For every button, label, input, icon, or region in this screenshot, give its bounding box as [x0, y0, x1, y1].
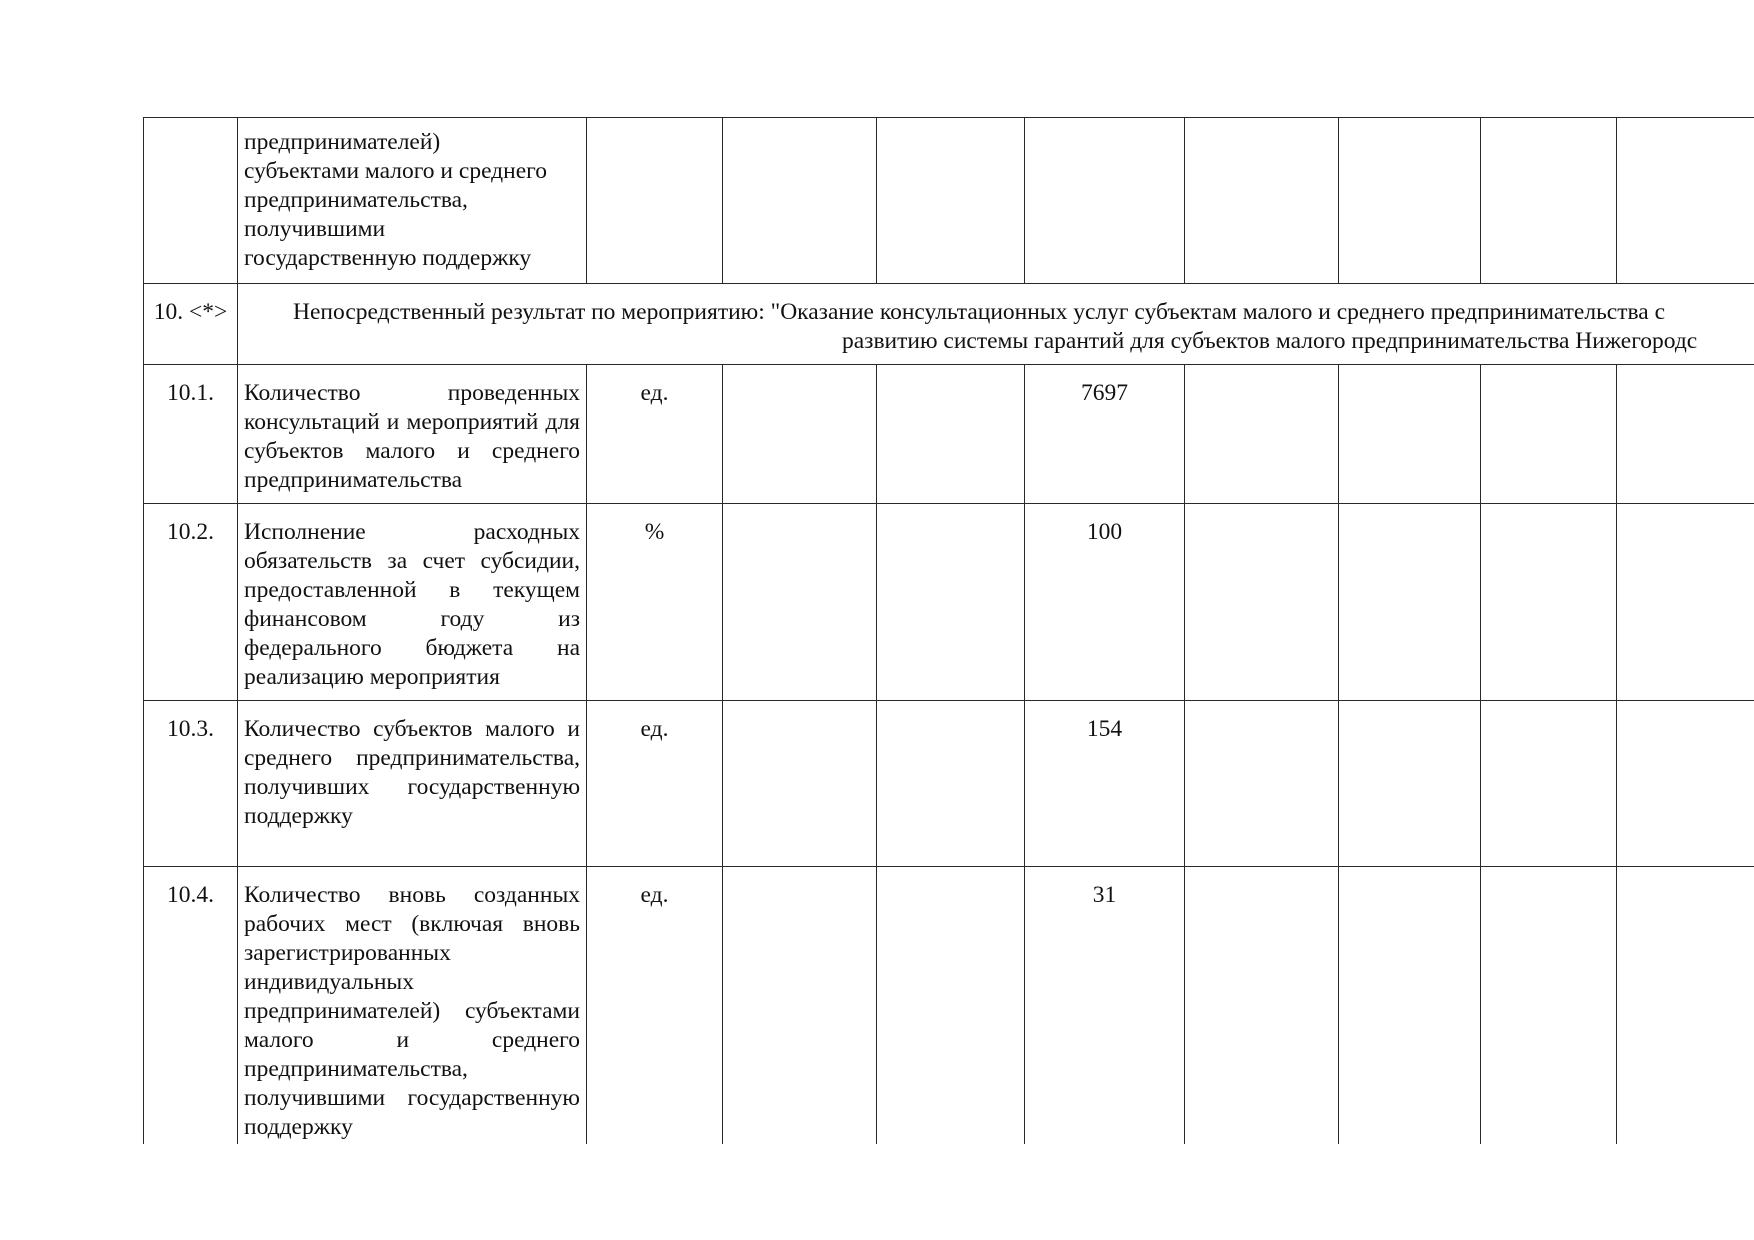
empty-cell — [723, 365, 877, 504]
empty-cell — [1481, 365, 1617, 504]
unit-cell: ед. — [587, 867, 723, 1145]
empty-cell — [723, 118, 877, 284]
empty-cell — [723, 867, 877, 1145]
table-row — [144, 701, 1754, 867]
empty-cell — [1481, 867, 1617, 1145]
value-cell: 100 — [1025, 504, 1185, 701]
description-line: получившими — [244, 216, 386, 242]
indicators-table — [143, 117, 1754, 1144]
empty-cell — [877, 504, 1025, 701]
row-description-cell: Количество вновь созданных рабочих мест (включая вновь зарегистрированных индивидуальных предпринимателей) субъектами малого и среднего предпринимательства, получившими государственную поддержку — [238, 867, 587, 1145]
unit-cell: % — [587, 504, 723, 701]
empty-cell — [1185, 701, 1339, 867]
document-sheet — [143, 117, 1754, 1144]
unit-cell: ед. — [587, 365, 723, 504]
section-row — [144, 284, 1754, 365]
empty-cell — [1481, 504, 1617, 701]
unit-cell — [587, 118, 723, 284]
empty-cell — [1617, 365, 1754, 504]
section-title-line: развитию системы гарантий для субъектов малого предпринимательства Нижегородс — [842, 328, 1698, 354]
empty-cell — [877, 118, 1025, 284]
value-cell: 7697 — [1025, 365, 1185, 504]
row-number-cell: 10.3. — [144, 701, 238, 867]
row-description-cell: Исполнение расходных обязательств за счет субсидии, предоставленной в текущем финансовом году из федерального бюджета на реализацию мероприятия — [238, 504, 587, 701]
row-number-cell: 10.4. — [144, 867, 238, 1145]
row-number-cell: 10.1. — [144, 365, 238, 504]
empty-cell — [1339, 365, 1481, 504]
description-line: предпринимателей) — [244, 129, 441, 155]
row-number-cell: 10.2. — [144, 504, 238, 701]
description-line: предпринимательства, — [244, 187, 468, 213]
empty-cell — [1185, 365, 1339, 504]
empty-cell — [723, 504, 877, 701]
empty-cell — [877, 701, 1025, 867]
empty-cell — [1185, 118, 1339, 284]
value-cell: 154 — [1025, 701, 1185, 867]
table-row — [144, 365, 1754, 504]
empty-cell — [1481, 118, 1617, 284]
value-cell: 31 — [1025, 867, 1185, 1145]
empty-cell — [723, 701, 877, 867]
empty-cell — [1617, 118, 1754, 284]
unit-cell: ед. — [587, 701, 723, 867]
empty-cell — [1185, 867, 1339, 1145]
empty-cell — [1339, 701, 1481, 867]
table-row — [144, 504, 1754, 701]
section-title-line: Непосредственный результат по мероприятию: "Оказание консультационных услуг субъектам малого и среднего предпринимательства с — [293, 299, 1666, 325]
empty-cell — [1617, 504, 1754, 701]
empty-cell — [1025, 118, 1185, 284]
table-row — [144, 867, 1754, 1145]
description-line: субъектами малого и среднего — [244, 158, 547, 184]
empty-cell — [1481, 701, 1617, 867]
empty-cell — [1617, 867, 1754, 1145]
row-description-cell: Количество проведенных консультаций и мероприятий для субъектов малого и среднего предпринимательства — [238, 365, 587, 504]
empty-cell — [877, 365, 1025, 504]
empty-cell — [1339, 118, 1481, 284]
empty-cell — [1185, 504, 1339, 701]
empty-cell — [1339, 504, 1481, 701]
section-number-cell: 10. <*> — [144, 284, 238, 365]
description-line: государственную поддержку — [244, 245, 532, 271]
table-row-continuation — [144, 118, 1754, 284]
empty-cell — [1339, 867, 1481, 1145]
empty-cell — [877, 867, 1025, 1145]
row-description-cell: Количество субъектов малого и среднего предпринимательства, получивших государственную поддержку — [238, 701, 587, 867]
empty-cell — [1617, 701, 1754, 867]
section-title-cell — [238, 284, 1754, 365]
row-number-cell — [144, 118, 238, 284]
row-description-cell — [238, 118, 587, 284]
